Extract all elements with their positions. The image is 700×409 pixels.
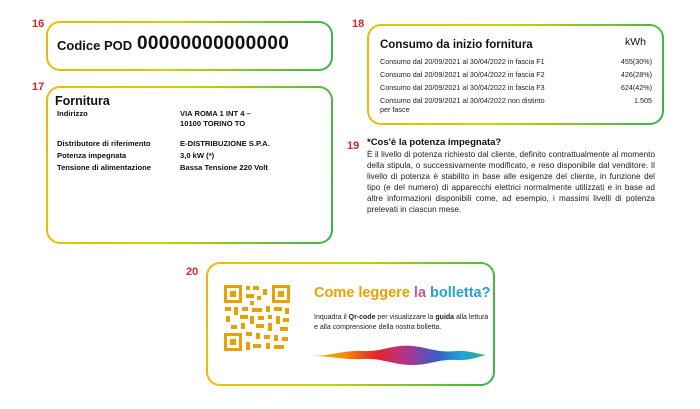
fornitura-label-tensione: Tensione di alimentazione (57, 163, 151, 172)
fornitura-label-distributore: Distributore di riferimento (57, 139, 151, 148)
guida-text-bold-guida: guida (435, 314, 455, 321)
pod-value: 00000000000000 (137, 33, 290, 54)
pod-label: Codice POD (57, 38, 133, 53)
consumo-row-label-2: per fasce (380, 105, 410, 114)
consumo-row-label-1: Consumo dal 20/09/2021 al 30/04/2022 non distinto (380, 96, 545, 105)
guida-text-3: alla lettura e alla comprensione della nostra bolletta. (314, 314, 489, 331)
consumo-title: Consumo da inizio fornitura (380, 39, 533, 51)
guida-text-bold-qr: Qr-code (348, 314, 376, 321)
section-number-19: 19 (347, 140, 360, 152)
fornitura-value-indirizzo-2: 10100 TORINO TO (180, 119, 246, 128)
fornitura-value-tensione: Bassa Tensione 220 Volt (180, 163, 268, 172)
guida-text-2: per visualizzare la (375, 314, 436, 321)
fornitura-title: Fornitura (55, 94, 110, 108)
consumo-row-label: Consumo dal 20/09/2021 al 30/04/2022 in fascia F2 (380, 70, 545, 79)
guida-title (314, 285, 490, 301)
rainbow-wave-icon (308, 341, 488, 369)
consumo-row-value: 1.505 (634, 96, 652, 105)
fornitura-value-indirizzo-1: VIA ROMA 1 INT 4 – (180, 109, 251, 118)
consumo-unit: kWh (625, 36, 646, 48)
guida-title-part3: bolletta? (430, 285, 491, 301)
potenza-question-title: *Cos'è la potenza impegnata? (367, 137, 502, 148)
consumo-row-value: 426(28%) (620, 70, 652, 79)
consumo-row (380, 96, 652, 114)
guida-text-1: Inquadra il (314, 314, 349, 321)
guida-instructions (314, 313, 489, 332)
section-number-18: 18 (352, 18, 365, 30)
fornitura-value-distributore: E-DISTRIBUZIONE S.P.A. (180, 139, 270, 148)
consumo-row-value: 624(42%) (620, 83, 652, 92)
section-number-16: 16 (32, 18, 45, 30)
section-number-20: 20 (186, 266, 199, 278)
consumo-row (380, 57, 652, 66)
consumo-row (380, 70, 652, 79)
fornitura-label-indirizzo: Indirizzo (57, 109, 88, 118)
consumo-row-value: 455(30%) (620, 57, 652, 66)
section-number-17: 17 (32, 81, 45, 93)
potenza-explanation: È il livello di potenza richiesto dal cliente, definito contrattualmente al momento della stipula, o successivamente modificato, e reso disponibile dal venditore. Il livello di potenza è stabilito in base alle esigenze del cliente, in funzione del tipo (e del numero) di apparecchi elettrici normalmente utilizzati e in base ad altre informazioni disponibili come, ad esempio, i massimi livelli di potenza prelevati in ciascun mese. (367, 150, 655, 214)
fornitura-value-potenza: 3,0 kW (*) (180, 151, 215, 160)
consumo-row-label: Consumo dal 20/09/2021 al 30/04/2022 in fascia F1 (380, 57, 545, 66)
fornitura-label-potenza: Potenza impegnata (57, 151, 127, 160)
guida-title-part2: la (413, 285, 431, 301)
consumo-row (380, 83, 652, 92)
consumo-row-label: Consumo dal 20/09/2021 al 30/04/2022 in fascia F3 (380, 83, 545, 92)
qr-code-icon[interactable] (222, 283, 292, 353)
guida-title-part1: Come leggere (314, 285, 414, 301)
